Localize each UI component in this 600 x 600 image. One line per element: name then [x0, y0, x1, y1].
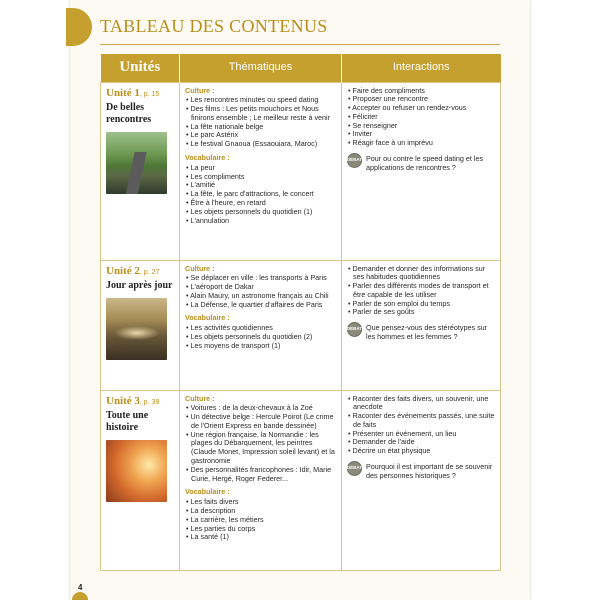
list-item: • Alain Maury, un astronome français au Chili: [185, 292, 336, 301]
unit-title: Toute une histoire: [106, 409, 149, 433]
list-item: • Parler de ses goûts: [347, 308, 495, 317]
table-header-row: [101, 54, 501, 82]
interactions-cell: [342, 82, 501, 260]
list-item: • Se renseigner: [347, 122, 495, 131]
list-item: • Voitures : de la deux-chevaux à la Zoé: [185, 404, 336, 413]
debate-badge-icon: DÉBAT: [347, 461, 362, 476]
list-item: • Un détective belge : Hercule Poirot (Le crime de l'Orient Express en bande dessinée): [185, 413, 336, 431]
unit-heading[interactable]: [106, 87, 174, 101]
vocab-list: [185, 164, 336, 226]
debate-badge-icon: DÉBAT: [347, 322, 362, 337]
themes-cell: [180, 260, 342, 390]
list-item: • L'aéroport de Dakar: [185, 283, 336, 292]
list-item: • Parler des différents modes de transport et être capable de les utiliser: [347, 282, 495, 300]
culture-list: [185, 96, 336, 149]
unit-page-ref[interactable]: , p. 27: [139, 268, 160, 276]
list-item: • La carrière, les métiers: [185, 516, 336, 525]
list-item: • Proposer une rencontre: [347, 95, 495, 104]
list-item: • Féliciter: [347, 113, 495, 122]
list-item: • Décrire un état physique: [347, 447, 495, 456]
unit-label[interactable]: Unité 3: [106, 394, 140, 407]
list-item: • Le parc Astérix: [185, 131, 336, 140]
unit-title: De belles rencontres: [106, 101, 152, 125]
unit-title: Jour après jour: [106, 279, 173, 291]
list-item: • L'amitié: [185, 181, 336, 190]
unit-cell: [101, 260, 180, 390]
page-title: TABLEAU DES CONTENUS: [100, 16, 328, 36]
list-item: • Raconter des faits divers, un souvenir, une anecdote: [347, 395, 495, 413]
table-row: [101, 390, 501, 570]
list-item: • La peur: [185, 164, 336, 173]
table-row: [101, 82, 501, 260]
list-item: • La description: [185, 507, 336, 516]
header-themes: Thématiques: [180, 54, 342, 82]
culture-list: [185, 404, 336, 483]
list-item: • La santé (1): [185, 533, 336, 542]
list-item: • La Défense, le quartier d'affaires de Paris: [185, 301, 336, 310]
vocab-list: [185, 324, 336, 350]
list-item: • Le festival Gnaoua (Essaouiara, Maroc): [185, 140, 336, 149]
debate-question: Pour ou contre le speed dating et les applications de rencontres ?: [366, 154, 484, 172]
vocab-label: Vocabulaire :: [185, 153, 230, 163]
debate-block: [347, 155, 495, 173]
list-item: • Les moyens de transport (1): [185, 342, 336, 351]
unit-cell: [101, 82, 180, 260]
city-street-sunset-photo: [106, 298, 167, 360]
unit-page-ref[interactable]: , p. 15: [139, 90, 160, 98]
list-item: • Les objets personnels du quotidien (2): [185, 333, 336, 342]
themes-cell: [180, 390, 342, 570]
themes-cell: [180, 82, 342, 260]
list-item: • Faire des compliments: [347, 87, 495, 96]
unit-heading[interactable]: [106, 395, 174, 409]
list-item: • Inviter: [347, 130, 495, 139]
list-item: • Des personnalités francophones : Idir, Marie Curie, Hergé, Roger Federer...: [185, 466, 336, 484]
list-item: • Les faits divers: [185, 498, 336, 507]
contents-table: [100, 54, 501, 571]
vocab-label: Vocabulaire :: [185, 487, 230, 497]
header-units: Unités: [101, 54, 180, 82]
debate-question: Que pensez-vous des stéréotypes sur les hommes et les femmes ?: [366, 323, 488, 342]
title-divider: [100, 44, 500, 45]
debate-block: [347, 324, 495, 342]
list-item: • L'annulation: [185, 217, 336, 226]
unit-label[interactable]: Unité 2: [106, 264, 140, 277]
list-item: • Les rencontres minutes ou speed dating: [185, 96, 336, 105]
culture-label: Culture :: [185, 263, 215, 273]
list-item: • Être à l'heure, en retard: [185, 199, 336, 208]
list-item: • Parler de son emploi du temps: [347, 300, 495, 309]
page-number: 4: [78, 583, 83, 592]
header-interactions: Interactions: [342, 54, 501, 82]
debate-question: Pourquoi il est important de se souvenir des personnes historiques ?: [366, 462, 493, 480]
road-through-fields-photo: [106, 132, 167, 194]
debate-badge-icon: DÉBAT: [347, 153, 362, 168]
list-item: • Les parties du corps: [185, 525, 336, 534]
interactions-list: [347, 265, 495, 318]
interactions-list: [347, 395, 495, 457]
unit-cell: [101, 390, 180, 570]
list-item: • Présenter un événement, un lieu: [347, 430, 495, 439]
culture-label: Culture :: [185, 85, 215, 95]
culture-label: Culture :: [185, 393, 215, 403]
debate-block: [347, 463, 495, 481]
table-row: [101, 260, 501, 390]
hand-holding-light-photo: [106, 440, 167, 502]
list-item: • Les objets personnels du quotidien (1): [185, 208, 336, 217]
list-item: • Accepter ou refuser un rendez-vous: [347, 104, 495, 113]
list-item: • Les compliments: [185, 173, 336, 182]
unit-page-ref[interactable]: , p. 39: [139, 398, 160, 406]
interactions-list: [347, 87, 495, 149]
vocab-list: [185, 498, 336, 542]
list-item: • Demander de l'aide: [347, 438, 495, 447]
list-item: • La fête nationale belge: [185, 123, 336, 132]
list-item: • La fête, le parc d'attractions, le concert: [185, 190, 336, 199]
list-item: • Les activités quotidiennes: [185, 324, 336, 333]
list-item: • Des films : Les petits mouchoirs et Nous finirons ensemble ; Le meilleur reste à venir: [185, 105, 336, 123]
list-item: • Une région française, la Normandie : les plages du Débarquement, les peintres (Claude Monet, Impression soleil levant) et la gastronomie: [185, 431, 336, 466]
list-item: • Réagir face à un imprévu: [347, 139, 495, 148]
culture-list: [185, 274, 336, 309]
list-item: • Se déplacer en ville : les transports à Paris: [185, 274, 336, 283]
unit-heading[interactable]: [106, 265, 174, 279]
vocab-label: Vocabulaire :: [185, 313, 230, 323]
list-item: • Demander et donner des informations sur ses habitudes quotidiennes: [347, 265, 495, 283]
unit-label[interactable]: Unité 1: [106, 86, 140, 99]
list-item: • Raconter des événements passés, une suite de faits: [347, 412, 495, 430]
interactions-cell: [342, 390, 501, 570]
interactions-cell: [342, 260, 501, 390]
